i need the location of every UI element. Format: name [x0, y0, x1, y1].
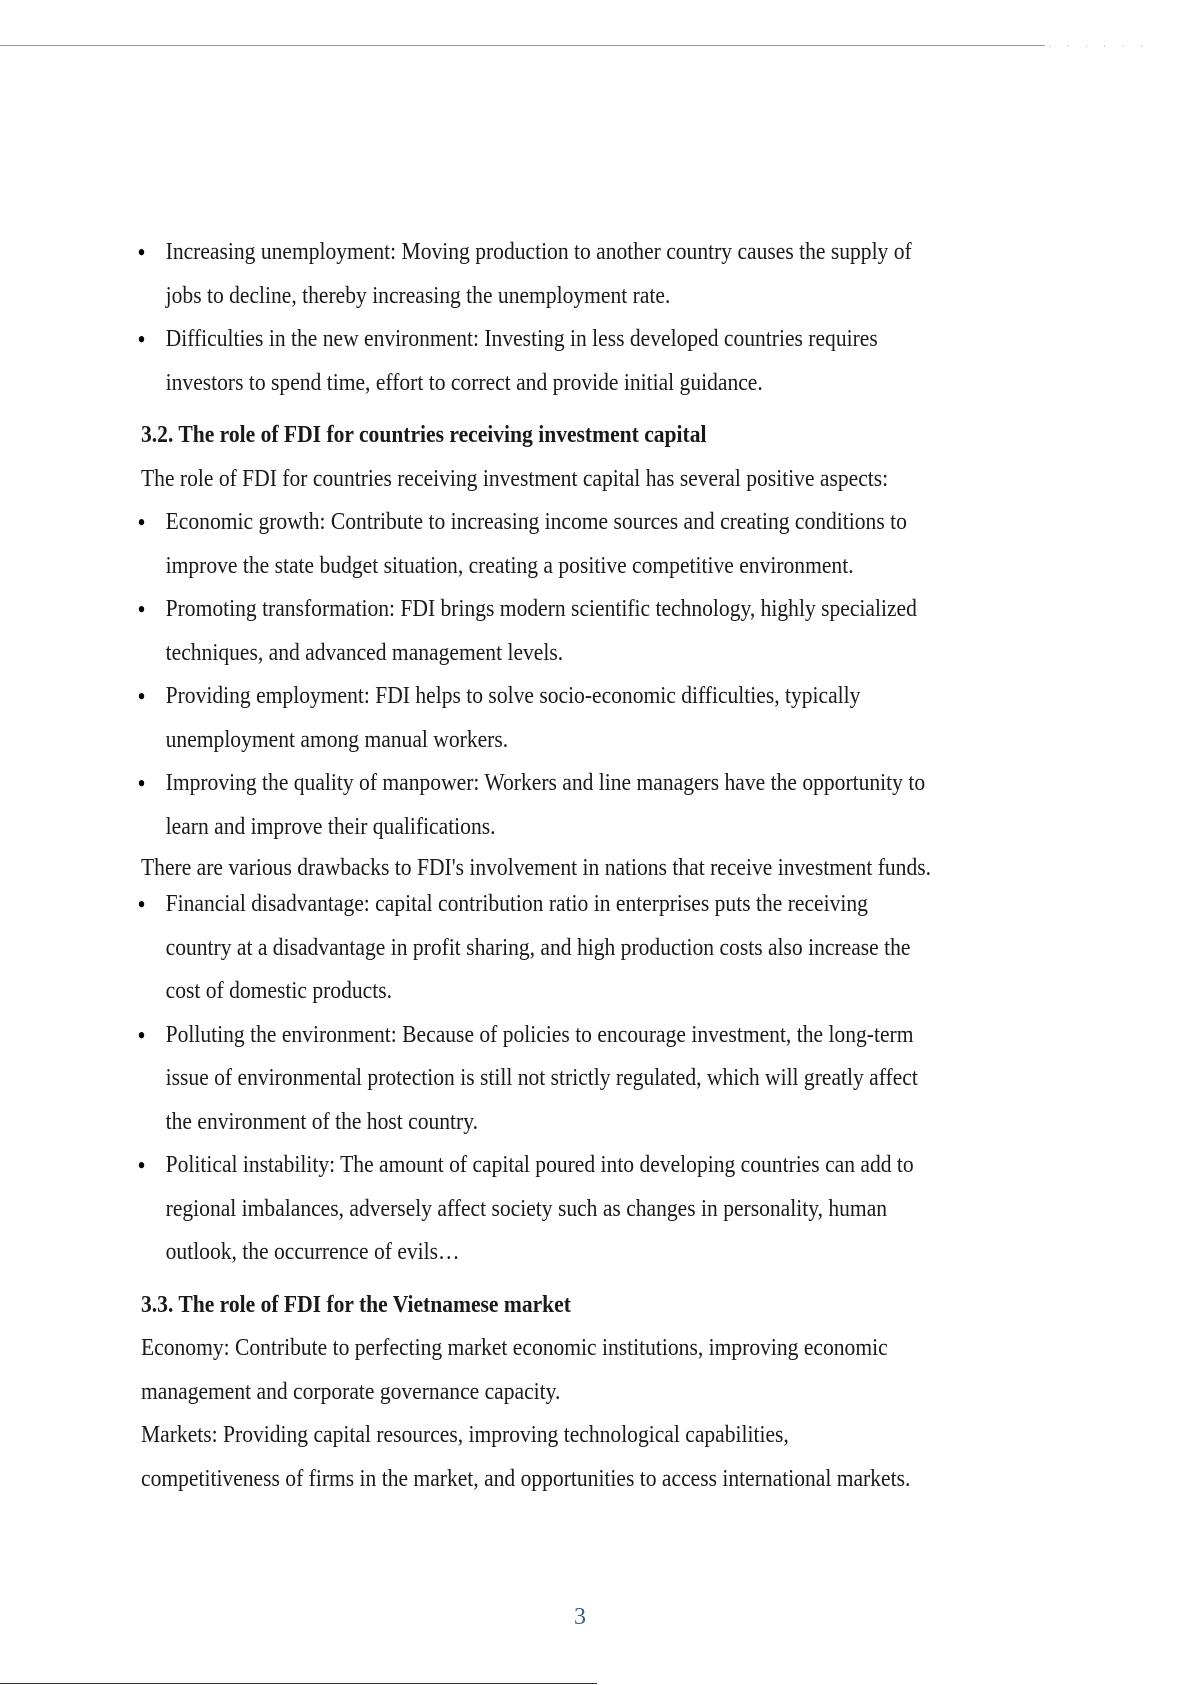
list-item: • Polluting the environment: Because of policies to encourage investment, the long-term issue of environmental protection is still not strictly regulated, which will greatly affect the environment of the host country.: [141, 1013, 933, 1144]
section-heading-3-3: 3.3. The role of FDI for the Vietnamese market: [141, 1290, 571, 1318]
list-item: • Financial disadvantage: capital contribution ratio in enterprises puts the receiving country at a disadvantage in profit sharing, and high production costs also increase the cost of domestic products.: [141, 882, 933, 1013]
list-item: • Economic growth: Contribute to increasing income sources and creating conditions to improve the state budget situation, creating a positive competitive environment.: [141, 500, 933, 587]
header-rule: [0, 45, 1045, 46]
list-item: • Improving the quality of manpower: Workers and line managers have the opportunity to learn and improve their qualifications.: [141, 761, 933, 848]
markets-paragraph: Markets: Providing capital resources, improving technological capabilities, competitiveness of firms in the market, and opportunities to access international markets.: [141, 1421, 911, 1492]
positive-aspects-list: [141, 500, 933, 848]
list-item: • Providing employment: FDI helps to solve socio-economic difficulties, typically unemployment among manual workers.: [141, 674, 933, 761]
page-content: [141, 230, 933, 1500]
footer-rule: [0, 1683, 597, 1684]
page-number: 3: [574, 1604, 586, 1630]
header-dots: . . . . . .: [1048, 39, 1149, 50]
section-3-2-intro: The role of FDI for countries receiving investment capital has several positive aspects:: [141, 464, 889, 492]
list-item: • Promoting transformation: FDI brings modern scientific technology, highly specialized techniques, and advanced management levels.: [141, 587, 933, 674]
intro-bullet-list: [141, 230, 933, 404]
section-heading-3-2: 3.2. The role of FDI for countries receiving investment capital: [141, 421, 707, 448]
drawbacks-list: [141, 882, 933, 1274]
economy-paragraph: Economy: Contribute to perfecting market economic institutions, improving economic management and corporate governance capacity.: [141, 1334, 888, 1405]
list-item: • Increasing unemployment: Moving production to another country causes the supply of jobs to decline, thereby increasing the unemployment rate.: [141, 230, 933, 317]
list-item: • Political instability: The amount of capital poured into developing countries can add to regional imbalances, adversely affect society such as changes in personality, human outlook, the occurrence of evils…: [141, 1143, 933, 1274]
list-item: • Difficulties in the new environment: Investing in less developed countries requires investors to spend time, effort to correct and provide initial guidance.: [141, 317, 933, 404]
drawbacks-intro: There are various drawbacks to FDI's involvement in nations that receive investment funds.: [141, 854, 932, 881]
